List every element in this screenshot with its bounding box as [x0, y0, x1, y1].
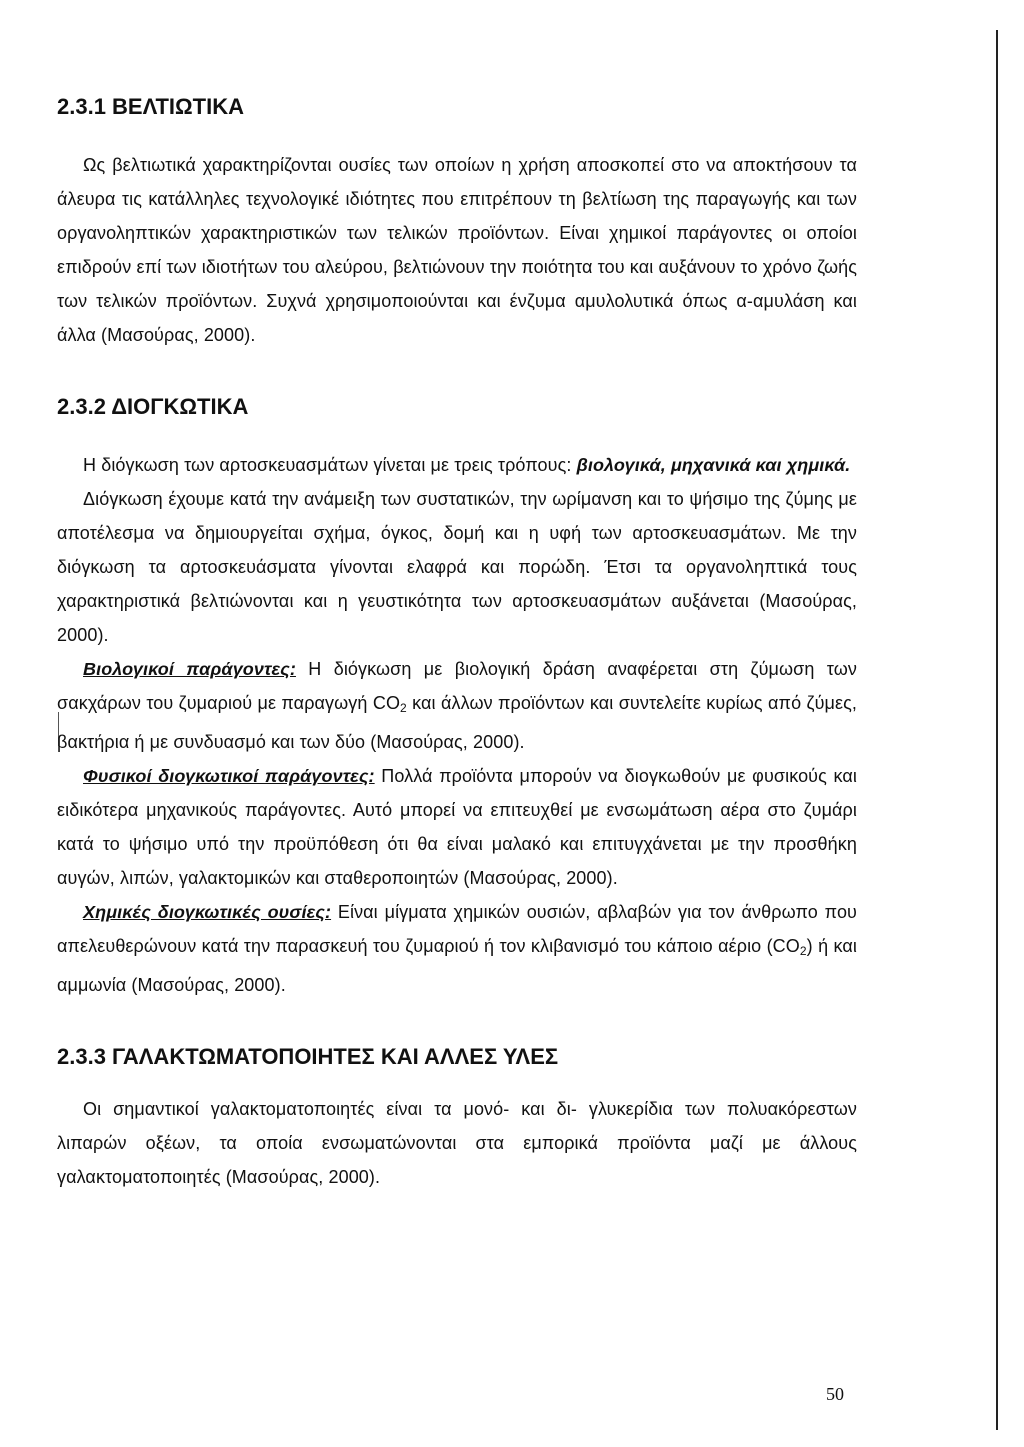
section-emulsifiers [57, 1042, 857, 1194]
chemical-agents-text-1: Είναι μίγματα χημικών ουσιών, αβλαβών για τον άνθρωπο που απελευθερώνουν κατά την παρασκευή του ζυμαριού ή τον κλιβανισμό του κάποιο αέριο (CO [57, 902, 857, 956]
paragraph-biological-factors [57, 652, 857, 759]
paragraph-leavening-intro [57, 448, 857, 482]
section-leavening [57, 392, 857, 1002]
intro-text: Η διόγκωση των αρτοσκευασμάτων γίνεται με τρεις τρόπους: [83, 455, 577, 475]
page-number: 50 [826, 1384, 844, 1404]
scan-edge-line [996, 30, 998, 1430]
paragraph-improvers: Ως βελτιωτικά χαρακτηρίζονται ουσίες των οποίων η χρήση αποσκοπεί στο να αποκτήσουν τα άλευρα τις κατάλληλες τεχνολογικέ ιδιότητες που επιτρέπουν τη βελτίωση της παραγωγής και των οργανοληπτικών χαρακτηριστικών των τελικών προϊόντων. Είναι χημικοί παράγοντες οι οποίοι επιδρούν επί των ιδιοτήτων του αλεύρου, βελτιώνουν την ποιότητα του και αυξάνουν το χρόνο ζωής των τελικών προϊόντων. Συχνά χρησιμοποιούνται και ένζυμα αμυλολυτικά όπως α-αμυλάση και άλλα (Μασούρας, 2000). [57, 155, 857, 345]
co2-subscript: 2 [400, 701, 407, 715]
paragraph-physical-factors [57, 759, 857, 895]
paragraph-emulsifiers: Οι σημαντικοί γαλακτοματοποιητές είναι τα μονό- και δι- γλυκερίδια των πολυακόρεστων λιπαρών οξέων, τα οποία ενσωματώνονται στα εμπορικά προϊόντα μαζί με άλλους γαλακτοματοποιητές (Μασούρας, 2000). [57, 1099, 857, 1187]
chemical-agents-label: Χημικές διογκωτικές ουσίες: [83, 902, 332, 922]
physical-factors-label: Φυσικοί διογκωτικοί παράγοντες: [83, 766, 375, 786]
co2-subscript-2: 2 [799, 944, 807, 958]
section-improvers [57, 92, 857, 352]
section-heading-emulsifiers: 2.3.3 ΓΑΛΑΚΤΩΜΑΤΟΠΟΙΗΤΕΣ ΚΑΙ ΑΛΛΕΣ ΥΛΕΣ [57, 1044, 559, 1069]
paragraph-chemical-agents [57, 895, 857, 1002]
chemical-agents-text-2: ) ή και αμμωνία (Μασούρας, 2000). [57, 936, 857, 995]
physical-factors-text: Πολλά προϊόντα μπορούν να διογκωθούν με φυσικούς και ειδικότερα μηχανικούς παράγοντες. Αυτό μπορεί να επιτευχθεί με ενσωμάτωση αέρα στο ζυμάρι κατά το ψήσιμο υπό την προϋπόθεση ότι θα είναι μαλακό και επιτυγχάνεται με την προσθήκη αυγών, λιπών, γαλακτομικών και σταθεροποιητών (Μασούρας, 2000). [57, 766, 857, 888]
biological-factors-label: Βιολογικοί παράγοντες: [83, 659, 296, 679]
page-content [57, 92, 857, 1194]
intro-emphasis: βιολογικά, μηχανικά και χημικά. [576, 455, 851, 475]
biological-factors-text-2: και άλλων προϊόντων και συντελείτε κυρίως από ζύμες, βακτήρια ή με συνδυασμό και των δύο (Μασούρας, 2000). [57, 693, 857, 752]
section-heading-improvers: 2.3.1 ΒΕΛΤΙΩΤΙΚΑ [57, 94, 244, 119]
section-heading-leavening: 2.3.2 ΔΙΟΓΚΩΤΙΚΑ [57, 394, 249, 419]
paragraph-leavening-process: Διόγκωση έχουμε κατά την ανάμειξη των συστατικών, την ωρίμανση και το ψήσιμο της ζύμης με αποτέλεσμα να δημιουργείται σχήμα, όγκος, δομή και η υφή των αρτοσκευασμάτων. Με την διόγκωση τα αρτοσκευάσματα γίνονται ελαφρά και πορώδη. Έτσι τα οργανοληπτικά τους χαρακτηριστικά βελτιώνονται και η γευστικότητα των αρτοσκευασμάτων αυξάνεται (Μασούρας, 2000). [57, 489, 857, 645]
biological-factors-text-1: Η διόγκωση με βιολογική δράση αναφέρεται στη ζύμωση των σακχάρων του ζυμαριού με παραγωγή CO [57, 659, 857, 713]
